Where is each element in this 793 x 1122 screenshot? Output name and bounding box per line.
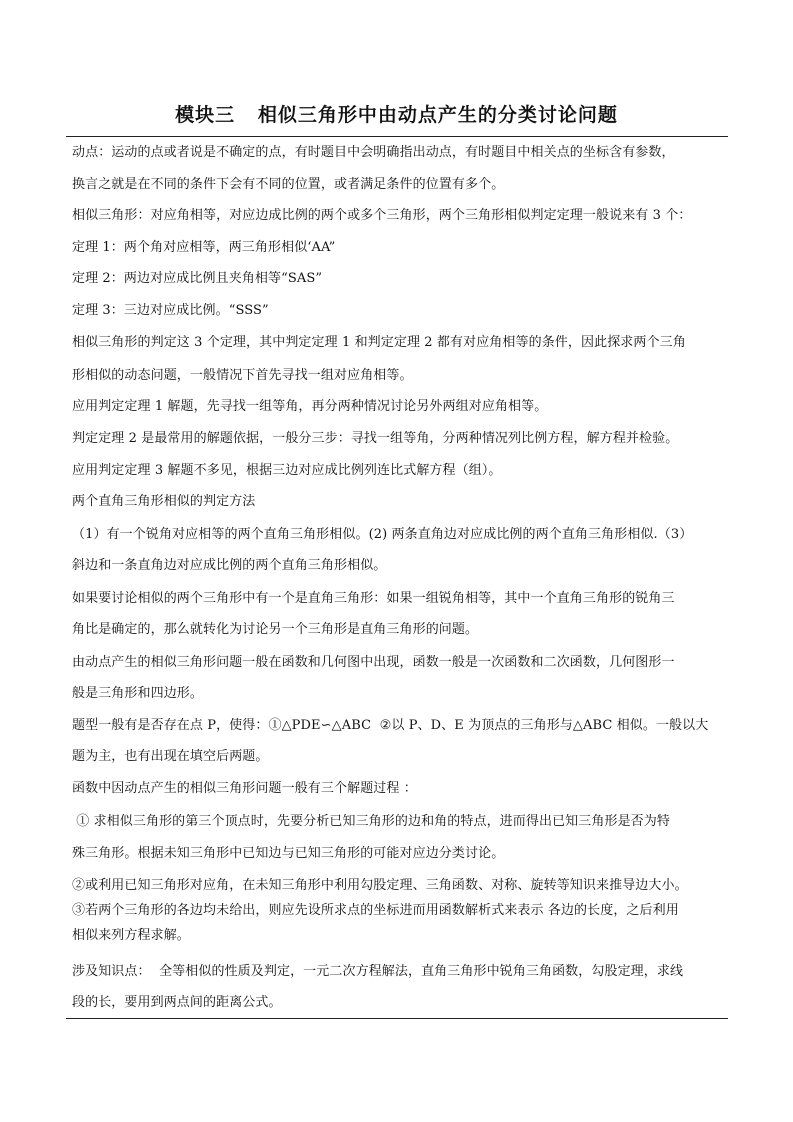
text-line: 定理 3：三边对应成比例。“SSS” (72, 303, 269, 318)
text-line: 角比是确定的，那么就转化为讨论另一个三角形是直角三角形的问题。 (72, 622, 479, 637)
text-line: （1）有一个锐角对应相等的两个直角三角形相似。(2) 两条直角边对应成比例的两个直角三角形相似.（3） (72, 527, 693, 542)
text-line: 换言之就是在不同的条件下会有不同的位置，或者满足条件的位置有多个。 (72, 177, 505, 192)
text-line: 定理 2：两边对应成比例且夹角相等“SAS” (72, 271, 323, 286)
text-line: 般是三角形和四边形。 (72, 686, 204, 701)
text-line: 相似来列方程求解。 (72, 928, 190, 943)
text-line: ③若两个三角形的各边均未给出，则应先设所求点的坐标进而用函数解析式来表示 各边的长度，之后利用 (72, 903, 679, 918)
top-rule (66, 136, 728, 137)
text-line: 如果要讨论相似的两个三角形中有一个是直角三角形：如果一组锐角相等，其中一个直角三角形的锐角三 (72, 591, 675, 606)
text-line: 涉及知识点： 全等相似的性质及判定，一元二次方程解法，直角三角形中锐角三角函数，勾股定理，求线 (72, 964, 684, 979)
text-line: 由动点产生的相似三角形问题一般在函数和几何图中出现，函数一般是一次函数和二次函数，几何图形一 (72, 655, 675, 670)
text-line: 斜边和一条直角边对应成比例的两个直角三角形相似。 (72, 558, 387, 573)
text-line: 函数中因动点产生的相似三角形问题一般有三个解题过程 ： (72, 781, 417, 796)
text-line: ②或利用已知三角形对应角，在未知三角形中利用勾股定理、三角函数、对称、旋转等知识来推导边大小。 (72, 878, 688, 893)
text-line: 应用判定定理 1 解题，先寻找一组等角，再分两种情况讨论另外两组对应角相等。 (72, 399, 548, 414)
bottom-rule (66, 1018, 728, 1019)
text-line: 应用判定定理 3 解题不多见，根据三边对应成比例列连比式解方程（组）。 (72, 463, 502, 478)
text-line: 题为主，也有出现在填空后两题。 (72, 749, 269, 764)
text-line: ① 求相似三角形的第三个顶点时，先要分析已知三角形的边和角的特点，进而得出已知三角形是否为特 (72, 814, 670, 829)
text-line: 题型一般有是否存在点 P，使得：①△PDE∽△ABC ②以 P、D、E 为顶点的三角形与△ABC 相似。一般以大 (72, 718, 709, 733)
text-line: 殊三角形。根据未知三角形中已知边与已知三角形的可能对应边分类讨论。 (72, 846, 505, 861)
text-line: 判定定理 2 是最常用的解题依据，一般分三步：寻找一组等角，分两种情况列比例方程，解方程并检验。 (72, 431, 679, 446)
text-line: 形相似的动态问题，一般情况下首先寻找一组对应角相等。 (72, 368, 413, 383)
text-line: 定理 1：两个角对应相等，两三角形相似‘AA” (72, 240, 336, 255)
text-line: 动点：运动的点或者说是不确定的点，有时题目中会明确指出动点，有时题目中相关点的坐标含有参数， (72, 145, 675, 160)
text-line: 相似三角形的判定这 3 个定理，其中判定定理 1 和判定定理 2 都有对应角相等的条件，因此探求两个三角 (72, 335, 686, 350)
section-heading: 两个直角三角形相似的判定方法 (72, 494, 256, 509)
page-title: 模块三 相似三角形中由动点产生的分类讨论问题 (175, 104, 618, 126)
text-line: 段的长，要用到两点间的距离公式。 (72, 995, 282, 1010)
text-line: 相似三角形：对应角相等，对应边成比例的两个或多个三角形，两个三角形相似判定定理一般说来有 3 个： (72, 208, 692, 223)
